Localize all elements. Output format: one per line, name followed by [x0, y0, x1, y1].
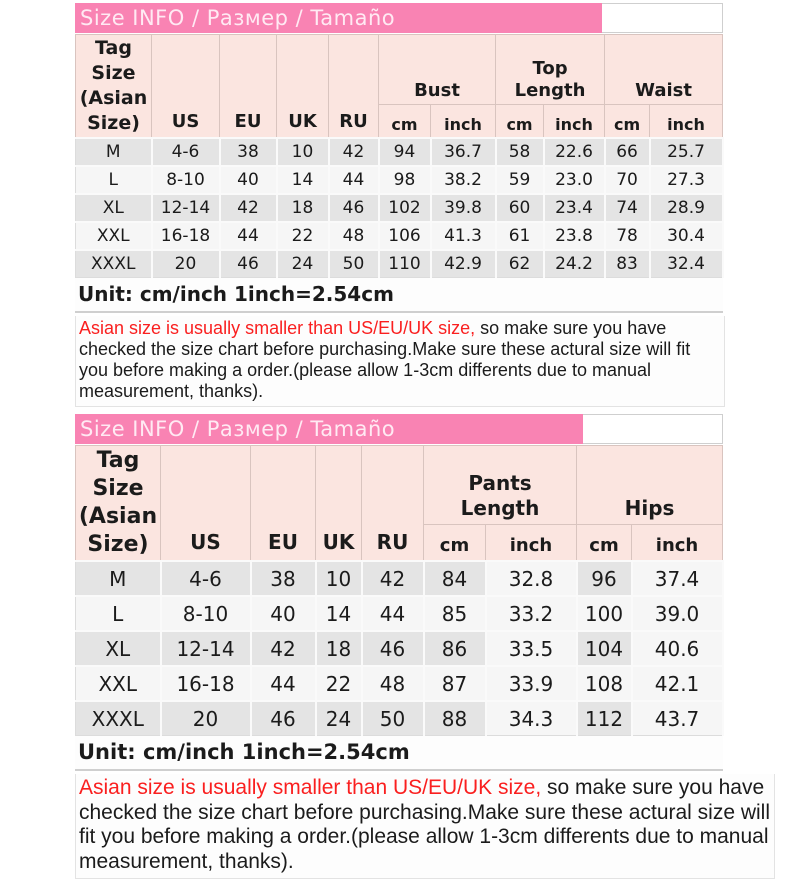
bottom-size-section — [75, 414, 771, 879]
group-header-line: Bust — [414, 80, 460, 101]
tag-size-line: Tag — [95, 37, 132, 59]
value-cell: 94 — [379, 138, 431, 166]
value-cell: 14 — [277, 166, 329, 194]
section-title-bar — [75, 3, 602, 33]
header-sub-cm: cm — [424, 525, 486, 562]
value-cell: 62 — [496, 250, 544, 278]
group-header-line: Hips — [624, 496, 675, 520]
header-group-bust — [379, 35, 496, 105]
value-cell: 20 — [152, 250, 220, 278]
tag-size-line: Tag — [96, 448, 140, 473]
note-body-text: so make sure you have checked the size chart before purchasing.Make sure these actural size will fit you before making a order.(please allow 1-3cm differents due to manual measurement, thanks). — [79, 776, 771, 873]
title-spacer-cell — [602, 3, 723, 33]
value-cell: 41.3 — [431, 222, 496, 250]
value-cell: 24.2 — [544, 250, 605, 278]
value-cell: 10 — [277, 138, 329, 166]
value-cell: 10 — [316, 561, 362, 596]
tag-size-line: (Asian — [78, 504, 158, 529]
top-size-section — [75, 3, 725, 407]
size-label-cell: L — [76, 596, 161, 631]
value-cell: 38 — [251, 561, 316, 596]
header-sub-inch: inch — [431, 105, 496, 139]
value-cell: 42 — [329, 138, 379, 166]
value-cell: 42 — [251, 631, 316, 666]
header-sub-cm: cm — [605, 105, 650, 139]
header-us: US — [152, 35, 220, 139]
value-cell: 32.8 — [486, 561, 577, 596]
value-cell: 4-6 — [152, 138, 220, 166]
value-cell: 23.8 — [544, 222, 605, 250]
size-label-cell: XL — [76, 194, 152, 222]
size-label-cell: XXXL — [76, 701, 161, 736]
size-label-cell: XL — [76, 631, 161, 666]
value-cell: 87 — [424, 666, 486, 701]
size-label-cell: XXL — [76, 222, 152, 250]
value-cell: 102 — [379, 194, 431, 222]
value-cell: 78 — [605, 222, 650, 250]
value-cell: 46 — [329, 194, 379, 222]
value-cell: 33.5 — [486, 631, 577, 666]
size-row-xl — [76, 194, 723, 222]
value-cell: 14 — [316, 596, 362, 631]
group-header-line: Length — [514, 80, 586, 101]
value-cell: 88 — [424, 701, 486, 736]
value-cell: 104 — [577, 631, 632, 666]
size-note — [75, 774, 775, 879]
value-cell: 42 — [362, 561, 424, 596]
value-cell: 42.1 — [632, 666, 723, 701]
header-group-row — [76, 446, 723, 525]
value-cell: 46 — [220, 250, 277, 278]
value-cell: 44 — [220, 222, 277, 250]
value-cell: 86 — [424, 631, 486, 666]
value-cell: 83 — [605, 250, 650, 278]
value-cell: 100 — [577, 596, 632, 631]
header-group-pants-length — [424, 446, 577, 525]
tag-size-line: Size — [92, 476, 144, 501]
size-label-cell: M — [76, 561, 161, 596]
value-cell: 50 — [362, 701, 424, 736]
note-warning-text: Asian size is usually smaller than US/EU/UK size, — [79, 776, 542, 799]
value-cell: 28.9 — [650, 194, 723, 222]
size-label-cell: XXL — [76, 666, 161, 701]
value-cell: 36.7 — [431, 138, 496, 166]
header-sub-inch: inch — [650, 105, 723, 139]
value-cell: 22 — [316, 666, 362, 701]
header-eu: EU — [251, 446, 316, 562]
value-cell: 4-6 — [161, 561, 251, 596]
value-cell: 110 — [379, 250, 431, 278]
value-cell: 24 — [316, 701, 362, 736]
value-cell: 44 — [251, 666, 316, 701]
header-sub-cm: cm — [379, 105, 431, 139]
value-cell: 16-18 — [152, 222, 220, 250]
value-cell: 39.0 — [632, 596, 723, 631]
value-cell: 42.9 — [431, 250, 496, 278]
value-cell: 33.9 — [486, 666, 577, 701]
value-cell: 43.7 — [632, 701, 723, 736]
section-title: Size INFO / Размер / Tamaño — [80, 417, 396, 441]
value-cell: 44 — [362, 596, 424, 631]
size-label-cell: M — [76, 138, 152, 166]
value-cell: 70 — [605, 166, 650, 194]
header-ru: RU — [329, 35, 379, 139]
tag-size-line: Size) — [87, 112, 140, 134]
size-label-cell: XXXL — [76, 250, 152, 278]
header-group-row — [76, 35, 723, 105]
tops-size-table — [75, 34, 724, 278]
value-cell: 44 — [329, 166, 379, 194]
size-row-xxxl — [76, 701, 723, 736]
value-cell: 58 — [496, 138, 544, 166]
value-cell: 60 — [496, 194, 544, 222]
value-cell: 8-10 — [161, 596, 251, 631]
value-cell: 33.2 — [486, 596, 577, 631]
tag-size-line: Size — [91, 62, 136, 84]
value-cell: 18 — [316, 631, 362, 666]
value-cell: 22 — [277, 222, 329, 250]
value-cell: 48 — [362, 666, 424, 701]
header-group-hips — [577, 446, 723, 525]
header-sub-cm: cm — [577, 525, 632, 562]
header-ru: RU — [362, 446, 424, 562]
section-title-bar — [75, 414, 583, 444]
tag-size-line: (Asian — [79, 87, 148, 109]
title-spacer-cell — [583, 414, 723, 444]
value-cell: 66 — [605, 138, 650, 166]
value-cell: 38 — [220, 138, 277, 166]
value-cell: 50 — [329, 250, 379, 278]
unit-text: Unit: cm/inch 1inch=2.54cm — [75, 278, 723, 313]
value-cell: 84 — [424, 561, 486, 596]
value-cell: 37.4 — [632, 561, 723, 596]
value-cell: 18 — [277, 194, 329, 222]
section-title: Size INFO / Размер / Tamaño — [80, 6, 396, 30]
header-uk: UK — [316, 446, 362, 562]
size-row-xxl — [76, 222, 723, 250]
value-cell: 39.8 — [431, 194, 496, 222]
value-cell: 27.3 — [650, 166, 723, 194]
value-cell: 40 — [220, 166, 277, 194]
value-cell: 23.0 — [544, 166, 605, 194]
value-cell: 12-14 — [161, 631, 251, 666]
value-cell: 46 — [251, 701, 316, 736]
note-body-text: so make sure you have checked the size chart before purchasing.Make sure these actural size will fit you before making a order.(please allow 1-3cm differents due to manual measurement, thanks). — [79, 318, 691, 401]
header-eu: EU — [220, 35, 277, 139]
value-cell: 20 — [161, 701, 251, 736]
value-cell: 12-14 — [152, 194, 220, 222]
size-row-l — [76, 166, 723, 194]
header-uk: UK — [277, 35, 329, 139]
size-row-m — [76, 561, 723, 596]
size-row-xl — [76, 631, 723, 666]
size-row-l — [76, 596, 723, 631]
value-cell: 96 — [577, 561, 632, 596]
value-cell: 98 — [379, 166, 431, 194]
group-header-line: Length — [460, 496, 540, 520]
value-cell: 59 — [496, 166, 544, 194]
value-cell: 61 — [496, 222, 544, 250]
value-cell: 85 — [424, 596, 486, 631]
value-cell: 32.4 — [650, 250, 723, 278]
value-cell: 16-18 — [161, 666, 251, 701]
header-sub-cm: cm — [496, 105, 544, 139]
header-sub-inch: inch — [632, 525, 723, 562]
value-cell: 34.3 — [486, 701, 577, 736]
value-cell: 40.6 — [632, 631, 723, 666]
value-cell: 24 — [277, 250, 329, 278]
note-warning-text: Asian size is usually smaller than US/EU/UK size, — [79, 318, 476, 338]
size-row-m — [76, 138, 723, 166]
value-cell: 106 — [379, 222, 431, 250]
section-title-row — [75, 3, 723, 33]
header-tag-size — [76, 446, 161, 562]
header-tag-size — [76, 35, 152, 139]
size-note — [75, 316, 725, 407]
group-header-line: Waist — [635, 80, 692, 101]
value-cell: 23.4 — [544, 194, 605, 222]
header-sub-inch: inch — [544, 105, 605, 139]
value-cell: 48 — [329, 222, 379, 250]
value-cell: 8-10 — [152, 166, 220, 194]
value-cell: 40 — [251, 596, 316, 631]
pants-size-table — [75, 445, 724, 736]
value-cell: 108 — [577, 666, 632, 701]
section-title-row — [75, 414, 723, 444]
size-label-cell: L — [76, 166, 152, 194]
header-sub-inch: inch — [486, 525, 577, 562]
tag-size-line: Size) — [87, 532, 149, 557]
value-cell: 30.4 — [650, 222, 723, 250]
header-group-waist — [605, 35, 723, 105]
value-cell: 46 — [362, 631, 424, 666]
value-cell: 74 — [605, 194, 650, 222]
value-cell: 38.2 — [431, 166, 496, 194]
size-row-xxl — [76, 666, 723, 701]
value-cell: 42 — [220, 194, 277, 222]
value-cell: 22.6 — [544, 138, 605, 166]
unit-text: Unit: cm/inch 1inch=2.54cm — [75, 736, 723, 771]
group-header-line: Top — [532, 58, 568, 79]
header-us: US — [161, 446, 251, 562]
value-cell: 25.7 — [650, 138, 723, 166]
header-group-top-length — [496, 35, 605, 105]
size-row-xxxl — [76, 250, 723, 278]
group-header-line: Pants — [468, 471, 532, 495]
value-cell: 112 — [577, 701, 632, 736]
